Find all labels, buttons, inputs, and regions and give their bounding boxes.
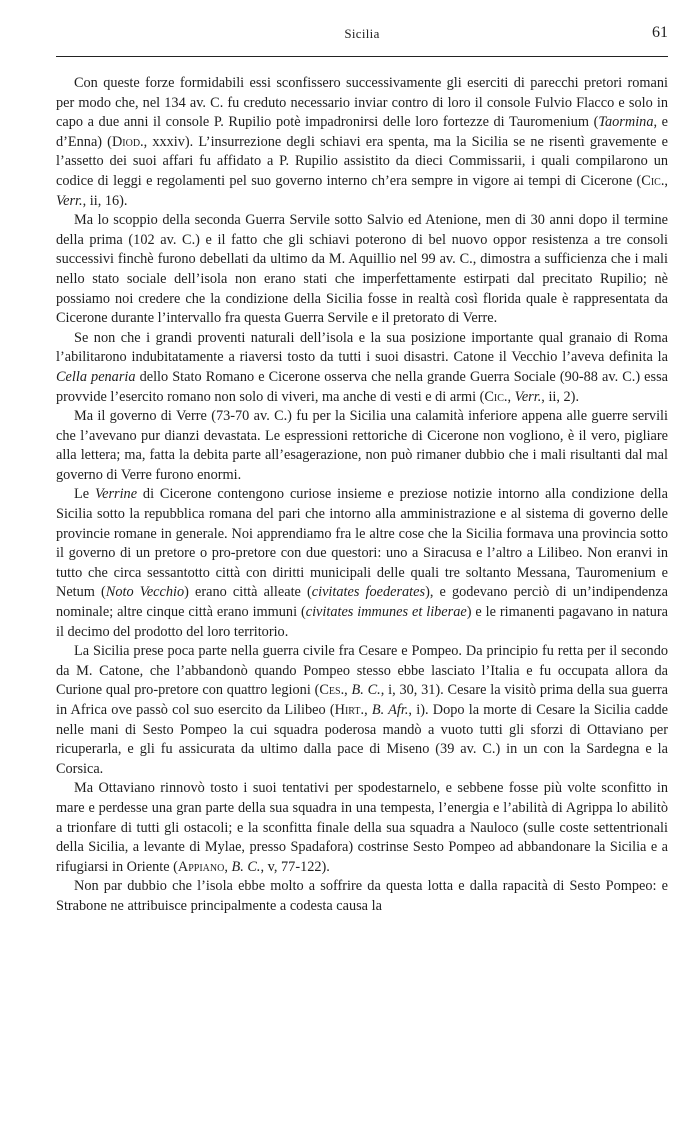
running-head: [56, 24, 668, 46]
paragraph-text: Se non che i grandi proventi naturali dell’isola e la sua posizione importante qual granaio di Roma l’abilitarono indubitatamente a riaversi tosto da tutti i suoi disastri. Catone il Vecchio l’aveva definita la: [56, 329, 668, 366]
source-abbreviation: Cic.: [484, 388, 508, 405]
paragraph: [56, 329, 668, 407]
header-rule: [56, 56, 668, 57]
paragraph-text: ,: [507, 388, 515, 405]
italic-text: civitates foederates: [311, 584, 426, 601]
paragraph-text: Non par dubbio che l’isola ebbe molto a soffrire da questa lotta e dalla rapacità di Sesto Pompeo: e Strabone ne attribuisce principalmente a codesta causa la: [56, 878, 668, 914]
paragraph-text: , i, 30, 31). Cesare la visitò prima della sua guerra in Africa ove passò col suo esercito da Lilibeo (: [56, 682, 668, 718]
italic-text: B. Afr.: [371, 702, 409, 718]
paragraph: [56, 74, 668, 211]
source-abbreviation: Cic.: [641, 172, 665, 189]
paragraph-text: Le: [74, 486, 95, 503]
paragraph-text: Ma Ottaviano rinnovò tosto i suoi tentativi per spodestarnelo, e sebbene fosse più volte sconfitto in mare e perdesse una gran parte della sua squadra in una tempesta, l’energia e l’abilità di Agrippa lo abilitò a trionfare di tutti gli ostacoli; e la sconfitta finale della sua squadra a Nauloco (sulle coste settentrionali della Sicilia, a levante di Mylae, presso Spadafora) costrinse Sesto Pompeo ad abbandonare la Sicilia e a rifugiarsi in Oriente (: [56, 780, 668, 875]
italic-text: Verr.: [514, 388, 542, 405]
page-number: 61: [652, 24, 668, 41]
paragraph-text: , ii, 16).: [82, 192, 128, 209]
italic-text: B. C.: [351, 682, 381, 699]
source-abbreviation: Appiano: [177, 858, 225, 875]
paragraph-text: , e d’Enna) (: [56, 114, 669, 150]
paragraph: [56, 407, 668, 485]
paragraph-text: ,: [224, 858, 232, 875]
paragraph-text: , xxxiv). L’insurrezione degli schiavi era spenta, ma la Sicilia se ne risentì gravemente e l’assetto dei suoi affari fu affidato a P. Rupilio assistito da dieci Commissarii, i quali compilarono un codice di leggi e regolamenti pel suo governo interno ch’era sempre in vigore ai tempi di Cicerone (: [56, 133, 668, 189]
paragraph: [56, 211, 668, 329]
paragraph-text: Ma il governo di Verre (73-70 av. C.) fu per la Sicilia una calamità inferiore appena alle guerre servili che l’avevano pur dianzi devastata. Le espressioni rettoriche di Cicerone non vogliono, è il vero, pigliare alla lettera; ma, fatta la debita parte all’esagerazione, non può rimaner dubbio che i mali risultanti dal mal governo di Verre furono enormi.: [56, 408, 668, 483]
paragraph: [56, 485, 668, 642]
paragraph-text: La Sicilia prese poca parte nella guerra civile fra Cesare e Pompeo. Da principio fu retta per il secondo da M. Catone, che l’abbandonò quando Pompeo stesso ebbe lasciato l’Italia e fu occupata allora da Curione qual pro-pretore con quattro legioni (: [56, 643, 668, 699]
paragraph-text: Ma lo scoppio della seconda Guerra Servile sotto Salvio ed Atenione, men di 30 anni dopo il termine della prima (102 av. C.) e il fatto che gli schiavi poterono di bel nuovo oppor resistenza a tre consoli successivi finchè furono debellati da ultimo da M. Aquillio nel 99 av. C., dimostra a sufficienza che i mali nello stato sociale dell’isola non erano stati che imperfettamente estirpati dal precitato Rupilio; nè possiamo noi credere che la condizione della Sicilia fosse in realtà così florida quale è rappresentata da Cicerone durante l’intervallo fra questa Guerra Servile e il pretorato di Verre.: [56, 212, 668, 327]
italic-text: B. C.: [231, 858, 261, 875]
paragraph-text: , i). Dopo la morte di Cesare la Sicilia cadde nelle mani di Sesto Pompeo la cui squadra poderosa mandò a vuoto tutti gli sforzi di Ottaviano per ricuperarla, e gli fu assicurata da ultimo dalla pace di Miseno (39 av. C.) in un con la Sardegna e la Corsica.: [56, 702, 668, 777]
paragraph-text: dello Stato Romano e Cicerone osserva che nella grande Guerra Sociale (90-88 av. C.) essa provvide l’esercito romano non solo di viveri, ma anche di vesti e di armi (: [56, 368, 668, 405]
paragraph-text: , v, 77-122).: [260, 858, 330, 875]
paragraph: [56, 877, 668, 916]
paragraph-text: ,: [364, 702, 372, 718]
paragraph-text: ) erano città alleate (: [184, 584, 312, 601]
paragraph-text: ,: [664, 172, 668, 189]
italic-text: Taormina: [598, 114, 654, 131]
paragraph-text: di Cicerone contengono curiose insieme e preziose notizie intorno alla condizione della Sicilia sotto la repubblica romana del pari che intorno alla amministrazione e al sistema di governo delle provincie romane in generale. Noi apprendiamo fra le altre cose che la Sicilia formava una provincia sotto il governo di un pretore o pro-pretore con due questori: uno a Siracusa e l’altro a Lilibeo. Non eranvi in tutto che circa sessantotto città con diritti municipali delle quali tre soltanto Messana, Tauromenium e Netum (: [56, 486, 668, 601]
italic-text: Cella penaria: [56, 368, 136, 385]
italic-text: Verrine: [94, 486, 138, 503]
paragraph: [56, 642, 668, 779]
source-abbreviation: Diod.: [111, 133, 144, 150]
paragraph: [56, 779, 668, 877]
running-title: Sicilia: [344, 26, 380, 41]
paragraph-text: ) e le rimanenti pagavano in natura il decimo del prodotto del loro territorio.: [56, 604, 668, 640]
italic-text: Noto Vecchio: [105, 584, 185, 601]
paragraph-text: ), e godevano perciò di un’indipendenza nominale; altre cinque città erano immuni (: [56, 584, 668, 621]
body-text: [56, 74, 668, 917]
italic-text: civitates immunes et liberae: [305, 604, 467, 621]
paragraph-text: Con queste forze formidabili essi sconfissero successivamente gli eserciti di parecchi pretori romani per modo che, nel 134 av. C. fu creduto necessario inviar contro di loro il console Fulvio Flacco e solo in capo a due anni il console P. Rupilio potè impadronirsi delle loro fortezze di Tauromenium (: [56, 75, 668, 131]
italic-text: Verr.: [56, 192, 83, 209]
source-abbreviation: Ces.: [319, 682, 345, 699]
paragraph-text: ,: [344, 682, 352, 699]
source-abbreviation: Hirt.: [334, 702, 365, 718]
paragraph-text: , ii, 2).: [541, 388, 580, 405]
